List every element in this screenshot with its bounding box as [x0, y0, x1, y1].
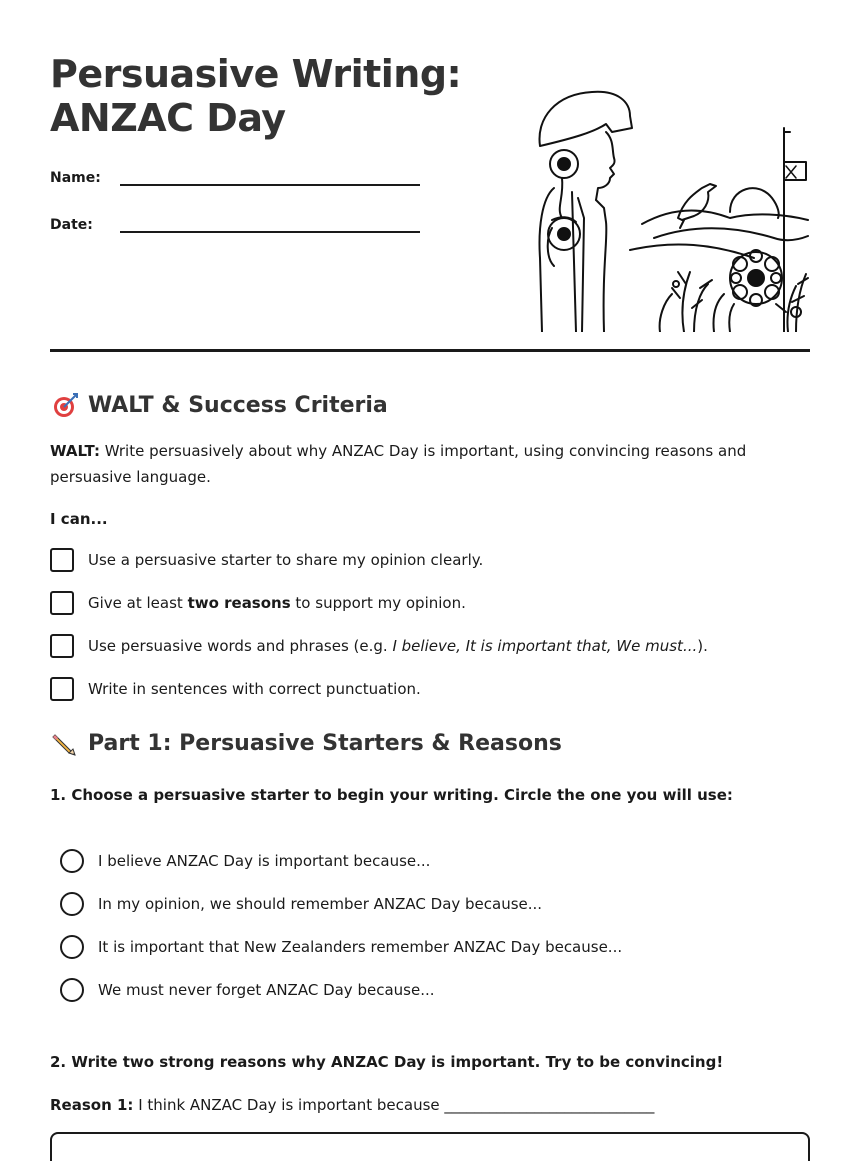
reason-1-text: I think ANZAC Day is important because ____________________________ [133, 1096, 655, 1114]
worksheet-header [50, 52, 810, 337]
target-icon [50, 390, 80, 420]
starter-option [60, 935, 622, 959]
reason-1-answer-box[interactable] [50, 1132, 810, 1161]
part1-heading-text: Part 1: Persuasive Starters & Reasons [88, 730, 562, 756]
criterion-row [50, 677, 421, 701]
starter-radio[interactable] [60, 892, 84, 916]
criterion-row [50, 634, 708, 658]
pencil-icon [50, 728, 80, 758]
ican-label: I can... [50, 510, 108, 528]
criterion-row [50, 591, 466, 615]
title-line-2: ANZAC Day [50, 96, 286, 140]
starter-text: We must never forget ANZAC Day because... [98, 981, 435, 999]
date-field[interactable] [120, 211, 420, 233]
name-label: Name: [50, 170, 101, 186]
starter-radio[interactable] [60, 978, 84, 1002]
anzac-soldier-illustration [534, 88, 810, 332]
starter-radio[interactable] [60, 849, 84, 873]
criterion-text: Use a persuasive starter to share my opinion clearly. [88, 551, 484, 569]
walt-text: Write persuasively about why ANZAC Day is important, using convincing reasons and persuasive language. [50, 442, 747, 486]
starter-option [60, 892, 542, 916]
criterion-text: Write in sentences with correct punctuation. [88, 680, 421, 698]
walt-section-heading [50, 390, 388, 420]
criterion-text: Give at least two reasons to support my opinion. [88, 594, 466, 612]
name-field[interactable] [120, 164, 420, 186]
date-label: Date: [50, 217, 93, 233]
starter-text: In my opinion, we should remember ANZAC Day because... [98, 895, 543, 913]
criterion-checkbox[interactable] [50, 548, 74, 572]
criterion-checkbox[interactable] [50, 591, 74, 615]
walt-label: WALT: [50, 442, 100, 460]
criterion-checkbox[interactable] [50, 634, 74, 658]
date-field-row [50, 211, 420, 233]
question-2: 2. Write two strong reasons why ANZAC Day is important. Try to be convincing! [50, 1053, 724, 1071]
header-divider [50, 349, 810, 352]
walt-statement [50, 438, 810, 490]
starter-option [60, 849, 430, 873]
title-line-1: Persuasive Writing: [50, 52, 462, 96]
criterion-row [50, 548, 483, 572]
criterion-text: Use persuasive words and phrases (e.g. I believe, It is important that, We must...). [88, 637, 708, 655]
starter-option [60, 978, 435, 1002]
starter-text: I believe ANZAC Day is important because... [98, 852, 431, 870]
criterion-checkbox[interactable] [50, 677, 74, 701]
reason-1-prompt [50, 1092, 810, 1118]
name-field-row [50, 164, 420, 186]
starter-text: It is important that New Zealanders remember ANZAC Day because... [98, 938, 623, 956]
walt-heading-text: WALT & Success Criteria [88, 392, 388, 418]
question-1: 1. Choose a persuasive starter to begin your writing. Circle the one you will use: [50, 786, 733, 804]
starter-radio[interactable] [60, 935, 84, 959]
part1-section-heading [50, 728, 562, 758]
reason-1-label: Reason 1: [50, 1096, 134, 1114]
